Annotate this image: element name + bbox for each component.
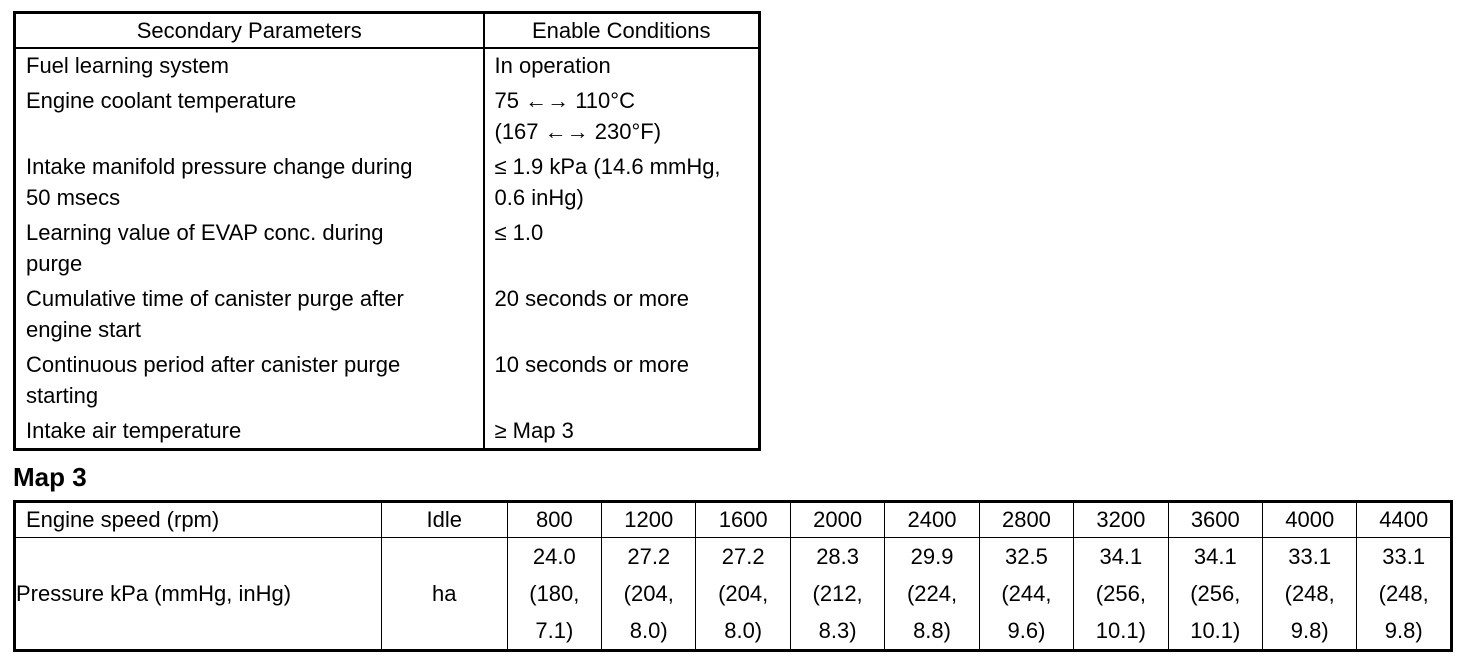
pressure-value-line: 9.8) — [1384, 618, 1423, 643]
pressure-value-line: 24.0 — [532, 544, 576, 569]
engine-speed-label: Engine speed (rpm) — [15, 502, 382, 538]
engine-speed-cell: 800 — [507, 502, 601, 538]
engine-speed-cell: 1200 — [602, 502, 696, 538]
condition-cell — [484, 414, 760, 450]
parameter-text: engine start — [26, 317, 141, 342]
map-3-table — [13, 500, 1453, 652]
parameter-cell — [15, 414, 484, 450]
pressure-value-line: 33.1 — [1288, 544, 1332, 569]
pressure-value-line: (212, — [812, 581, 863, 606]
parameter-text: Learning value of EVAP conc. during — [26, 220, 384, 245]
parameter-text: Continuous period after canister purge — [26, 352, 401, 377]
engine-speed-cell: 3600 — [1168, 502, 1262, 538]
pressure-value-line: (248, — [1378, 581, 1429, 606]
pressure-value-line: 8.0) — [724, 618, 763, 643]
pressure-cell — [381, 538, 507, 651]
pressure-value-line: 8.0) — [629, 618, 668, 643]
parameter-text: 50 msecs — [26, 185, 121, 210]
engine-speed-row — [15, 502, 1452, 538]
table-row — [15, 348, 760, 414]
pressure-cell — [1074, 538, 1168, 651]
parameter-text: Intake manifold pressure change during — [26, 154, 413, 179]
parameter-text: Cumulative time of canister purge after — [26, 286, 404, 311]
pressure-cell — [696, 538, 790, 651]
pressure-value-line: (248, — [1284, 581, 1335, 606]
pressure-value-line: 29.9 — [910, 544, 954, 569]
condition-text: ≤ 1.0 — [494, 220, 544, 245]
condition-text: ≤ 1.9 kPa (14.6 mmHg, — [494, 154, 721, 179]
pressure-cell — [1168, 538, 1262, 651]
map-3-heading: Map 3 — [13, 462, 87, 492]
pressure-value-line: ha — [432, 581, 457, 606]
pressure-value-line: (244, — [1001, 581, 1052, 606]
table-row — [15, 150, 760, 216]
condition-text: (167 ←→ 230°F) — [494, 119, 662, 144]
pressure-value-line: 8.8) — [913, 618, 951, 643]
engine-speed-cell: Idle — [381, 502, 507, 538]
condition-text: 10 seconds or more — [494, 352, 689, 377]
condition-text: 20 seconds or more — [494, 286, 689, 311]
parameter-cell — [15, 348, 484, 414]
engine-speed-cell: 2400 — [885, 502, 979, 538]
pressure-value-line: (204, — [718, 581, 769, 606]
secondary-parameters-header: Secondary Parameters — [15, 13, 484, 49]
pressure-cell — [979, 538, 1073, 651]
condition-cell — [484, 216, 760, 282]
engine-speed-cell: 2000 — [790, 502, 884, 538]
parameter-cell — [15, 216, 484, 282]
pressure-value-line: 32.5 — [1005, 544, 1048, 569]
engine-speed-cell: 4400 — [1357, 502, 1452, 538]
condition-cell — [484, 150, 760, 216]
table-header-row — [15, 13, 760, 49]
pressure-cell — [507, 538, 601, 651]
condition-cell — [484, 282, 760, 348]
parameter-cell — [15, 48, 484, 84]
parameter-cell — [15, 150, 484, 216]
pressure-cell — [885, 538, 979, 651]
condition-text: ≥ Map 3 — [494, 418, 574, 443]
condition-text: 75 ←→ 110°C — [494, 88, 635, 113]
pressure-value-line: 34.1 — [1193, 544, 1237, 569]
pressure-value-line: (224, — [906, 581, 958, 606]
pressure-cell — [1263, 538, 1357, 651]
engine-speed-cell: 1600 — [696, 502, 790, 538]
enable-conditions-header: Enable Conditions — [484, 13, 760, 49]
pressure-label: Pressure kPa (mmHg, inHg) — [15, 538, 382, 651]
pressure-cell — [602, 538, 696, 651]
pressure-value-line: 34.1 — [1099, 544, 1143, 569]
pressure-value-line: 10.1) — [1190, 618, 1241, 643]
condition-cell — [484, 348, 760, 414]
engine-speed-cell: 3200 — [1074, 502, 1168, 538]
table-row — [15, 84, 760, 150]
pressure-value-line: (256, — [1095, 581, 1146, 606]
pressure-value-line: 27.2 — [721, 544, 765, 569]
condition-text: 0.6 inHg) — [494, 185, 584, 210]
pressure-value-line: 7.1) — [535, 618, 574, 643]
pressure-value-line: 33.1 — [1382, 544, 1426, 569]
pressure-cell — [790, 538, 884, 651]
secondary-parameters-table — [13, 11, 761, 451]
pressure-cell — [1357, 538, 1452, 651]
table-row — [15, 282, 760, 348]
parameter-cell — [15, 282, 484, 348]
parameter-cell — [15, 84, 484, 150]
pressure-value-line: 9.6) — [1007, 618, 1046, 643]
parameter-text: Fuel learning system — [26, 53, 229, 78]
pressure-value-line: (180, — [529, 581, 580, 606]
condition-cell — [484, 84, 760, 150]
parameter-text: starting — [26, 383, 99, 408]
pressure-value-line: (256, — [1190, 581, 1241, 606]
table-row — [15, 48, 760, 84]
parameter-text: purge — [26, 251, 83, 276]
pressure-value-line: 28.3 — [816, 544, 860, 569]
parameter-text: Intake air temperature — [26, 418, 242, 443]
pressure-value-line: (204, — [623, 581, 674, 606]
pressure-value-line: 27.2 — [627, 544, 671, 569]
condition-text: In operation — [494, 53, 611, 78]
parameter-text: Engine coolant temperature — [26, 88, 297, 113]
engine-speed-cell: 2800 — [979, 502, 1073, 538]
pressure-value-line: 10.1) — [1095, 618, 1146, 643]
pressure-value-line: 8.3) — [818, 618, 857, 643]
condition-cell — [484, 48, 760, 84]
pressure-row — [15, 538, 1452, 651]
engine-speed-cell: 4000 — [1263, 502, 1357, 538]
table-row — [15, 414, 760, 450]
table-row — [15, 216, 760, 282]
pressure-value-line: 9.8) — [1290, 618, 1329, 643]
